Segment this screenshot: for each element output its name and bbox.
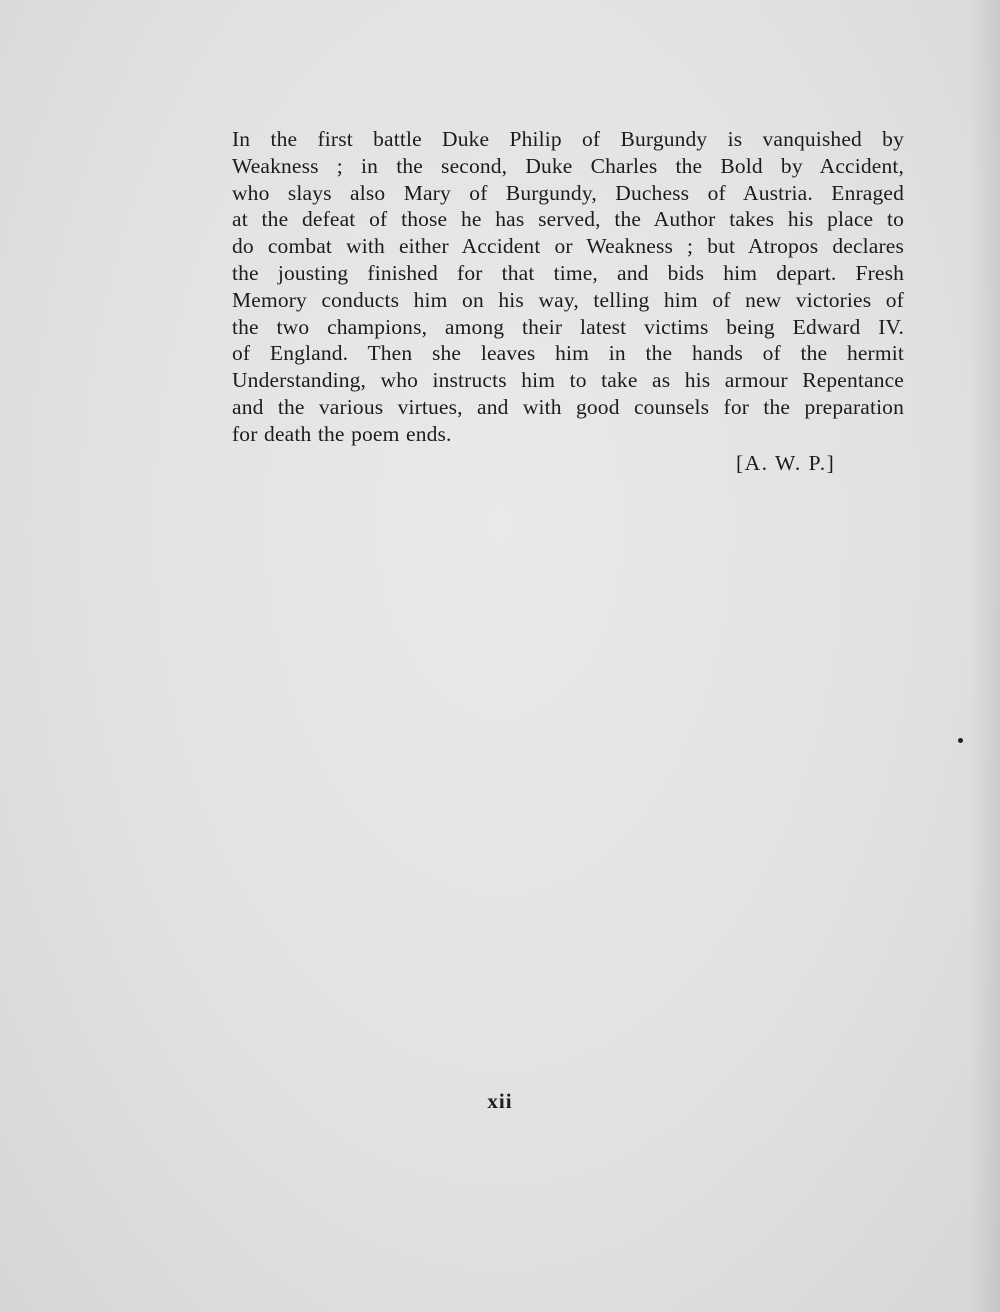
text-line: Memory conducts him on his way, telling him of new victories of <box>232 287 904 312</box>
text-line: and the various virtues, and with good counsels for the preparation <box>232 394 904 419</box>
paper-speck <box>958 738 963 743</box>
text-line: do combat with either Accident or Weakness ; but Atropos declares <box>232 234 904 259</box>
text-line: for death the poem ends. <box>232 421 452 446</box>
text-line: at the defeat of those he has served, the Author takes his place to <box>232 207 904 232</box>
text-line: who slays also Mary of Burgundy, Duchess of Austria. Enraged <box>232 180 904 205</box>
text-line: the jousting finished for that time, and bids him depart. Fresh <box>232 260 904 285</box>
page-edge-shadow <box>970 0 1000 1312</box>
text-line: of England. Then she leaves him in the hands of the hermit <box>232 341 904 366</box>
text-line: Understanding, who instructs him to take as his armour Repentance <box>232 368 904 393</box>
text-line: In the first battle Duke Philip of Burgundy is vanquished by <box>232 127 904 151</box>
body-paragraph <box>232 126 904 448</box>
page-number: xii <box>487 1089 513 1113</box>
text-line: the two champions, among their latest victims being Edward IV. <box>232 314 904 339</box>
author-initials: [A. W. P.] <box>736 451 836 475</box>
text-line: Weakness ; in the second, Duke Charles the Bold by Accident, <box>232 153 904 178</box>
